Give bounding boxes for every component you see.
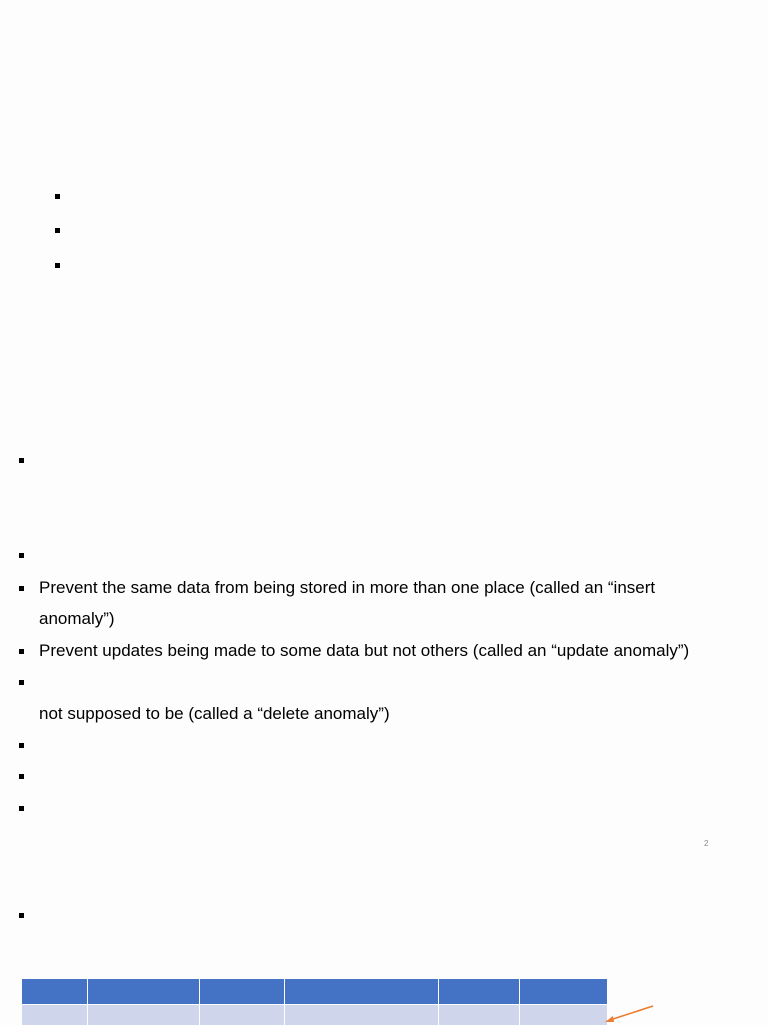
table-cell — [438, 1005, 519, 1025]
table-header-cell — [519, 979, 607, 1005]
bullet-marker — [55, 263, 60, 268]
delete-anomaly-text: not supposed to be (called a “delete anomaly”) — [39, 704, 390, 724]
bullet-marker — [19, 913, 24, 918]
bullet-marker — [19, 649, 24, 654]
table-cell — [284, 1005, 438, 1025]
table-header-cell — [199, 979, 284, 1005]
callout-arrow-icon — [600, 1000, 660, 1024]
bullet-marker — [19, 806, 24, 811]
table-header-cell — [438, 979, 519, 1005]
table-header-row — [22, 979, 607, 1005]
insert-anomaly-text-continued: anomaly”) — [39, 609, 115, 629]
bullet-marker — [19, 774, 24, 779]
update-anomaly-text: Prevent updates being made to some data but not others (called an “update anomaly”) — [39, 641, 689, 661]
table-cell — [199, 1005, 284, 1025]
insert-anomaly-text: Prevent the same data from being stored in more than one place (called an “insert — [39, 578, 655, 598]
table-cell — [519, 1005, 607, 1025]
bullet-marker — [19, 743, 24, 748]
table-row — [22, 1005, 607, 1025]
bullet-marker — [55, 228, 60, 233]
bullet-marker — [55, 194, 60, 199]
data-table — [22, 979, 607, 1025]
bullet-marker — [19, 680, 24, 685]
page-number: 2 — [704, 839, 708, 848]
bullet-marker — [19, 458, 24, 463]
table-header-cell — [87, 979, 199, 1005]
table-cell — [22, 1005, 87, 1025]
table-header-cell — [22, 979, 87, 1005]
table-cell — [87, 1005, 199, 1025]
bullet-marker — [19, 553, 24, 558]
bullet-marker — [19, 586, 24, 591]
table-header-cell — [284, 979, 438, 1005]
